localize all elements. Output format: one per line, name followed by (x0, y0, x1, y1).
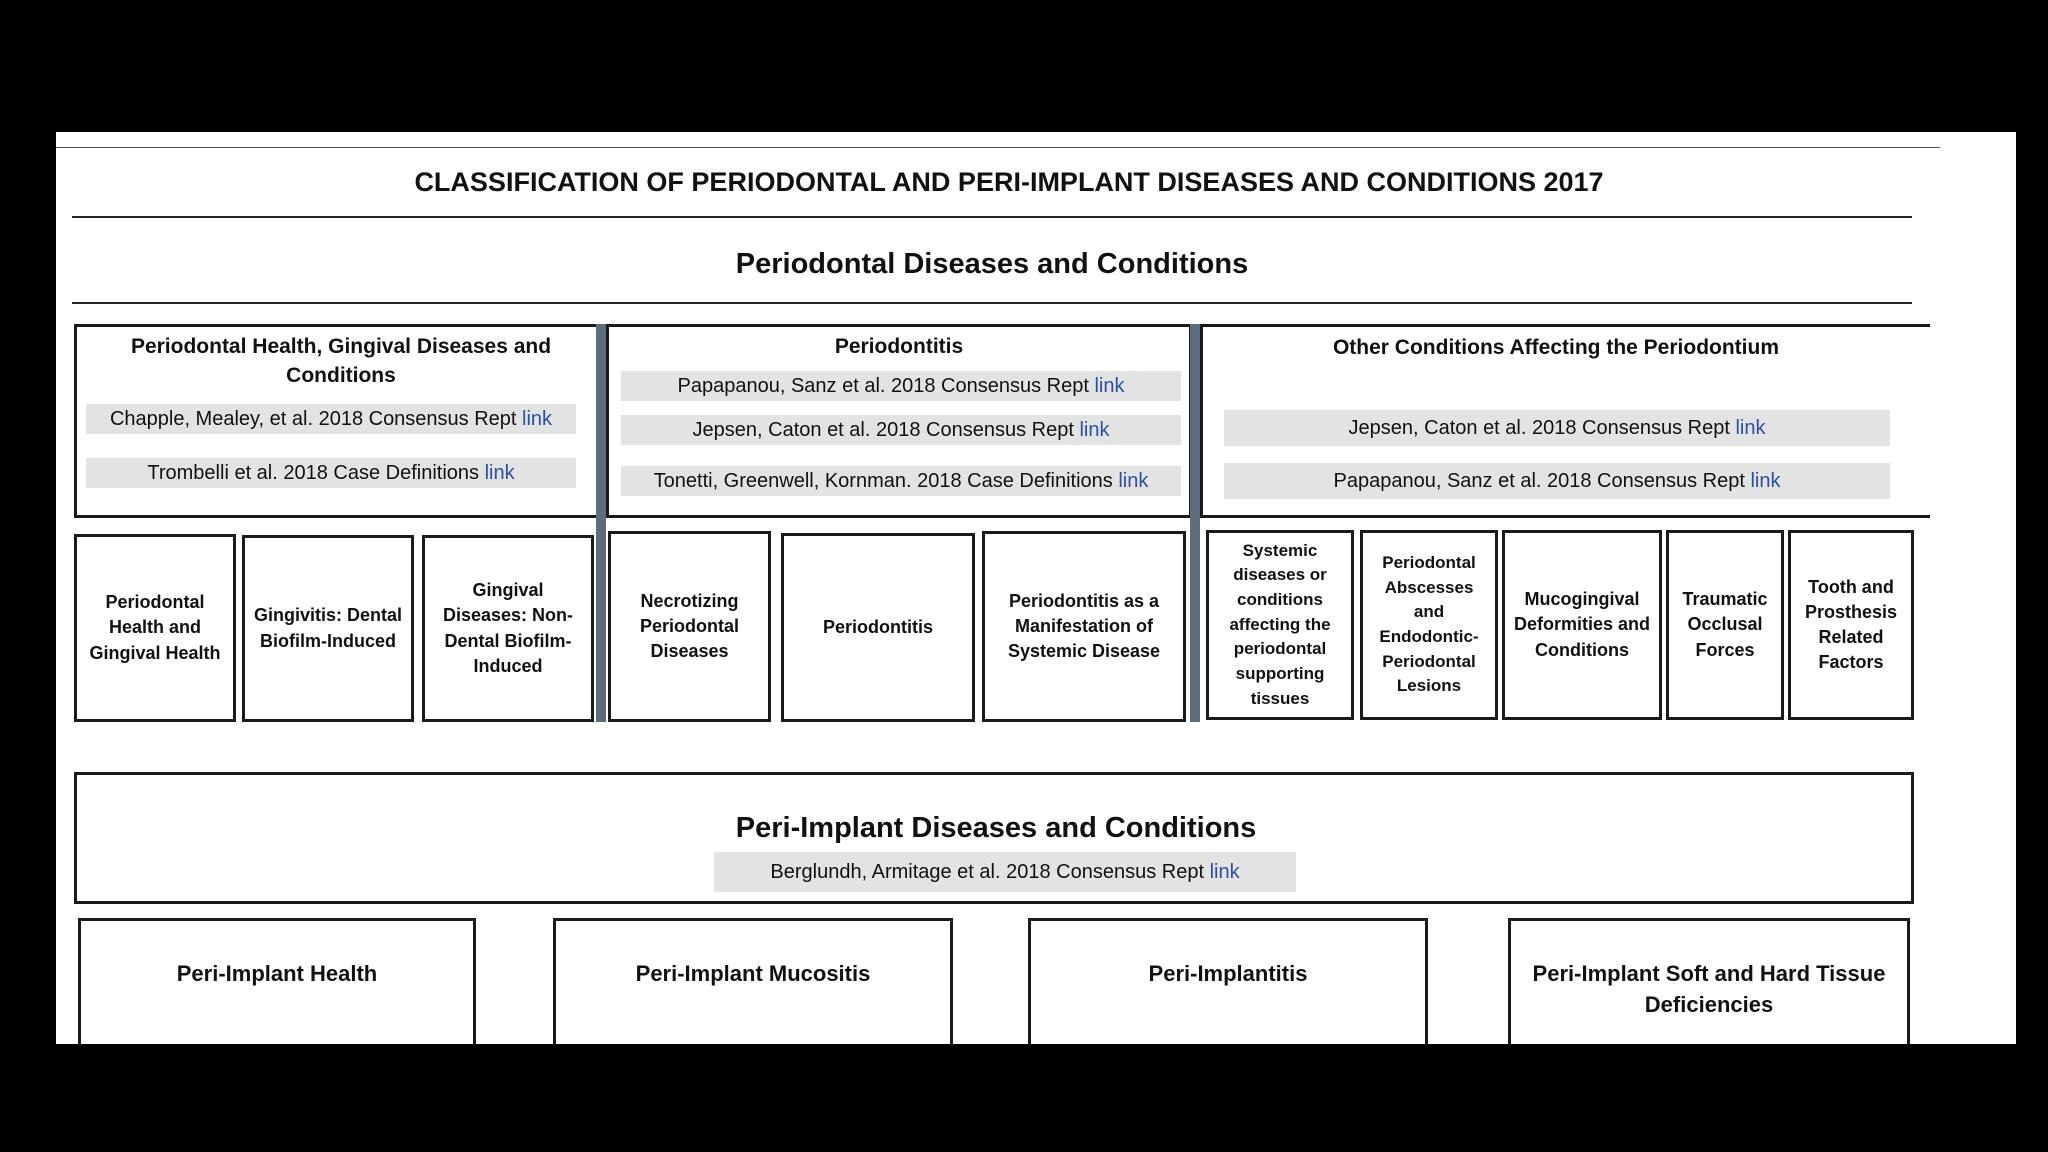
periodontal-section-title: Periodontal Diseases and Conditions (735, 248, 1249, 280)
group-separator (596, 324, 606, 722)
category-peri-implant-mucositis: Peri-Implant Mucositis (553, 918, 953, 1044)
main-title: CLASSIFICATION OF PERIODONTAL AND PERI-IMPLANT DISEASES AND CONDITIONS 2017 (414, 167, 1604, 197)
category-mucogingival: Mucogingival Deformities and Conditions (1502, 530, 1662, 720)
ref-link[interactable]: link (1209, 861, 1240, 883)
ref-link[interactable]: link (522, 408, 553, 430)
ref-chapple-mealey: Chapple, Mealey, et al. 2018 Consensus Rept link (86, 404, 576, 434)
category-gingivitis-biofilm: Gingivitis: Dental Biofilm-Induced (242, 535, 414, 722)
category-systemic-manifestation: Periodontitis as a Manifestation of Systemic Disease (982, 531, 1186, 722)
classification-chart (56, 132, 2016, 1044)
ref-link[interactable]: link (1735, 417, 1766, 439)
ref-jepsen-caton: Jepsen, Caton et al. 2018 Consensus Rept link (621, 415, 1181, 445)
ref-link[interactable]: link (1118, 470, 1149, 492)
top-rule (56, 147, 1940, 148)
ref-jepsen-caton: Jepsen, Caton et al. 2018 Consensus Rept link (1224, 410, 1890, 446)
group-header-periodontitis: Periodontitis (834, 335, 964, 358)
category-systemic-diseases: Systemic diseases or conditions affecting the periodontal supporting tissues (1206, 530, 1354, 720)
category-periodontal-health: Periodontal Health and Gingival Health (74, 534, 236, 722)
category-necrotizing: Necrotizing Periodontal Diseases (608, 531, 771, 722)
category-tooth-prosthesis: Tooth and Prosthesis Related Factors (1788, 530, 1914, 720)
peri-implant-section-title: Peri-Implant Diseases and Conditions (735, 812, 1257, 844)
category-periodontitis: Periodontitis (781, 533, 975, 722)
category-soft-hard-tissue-deficiencies: Peri-Implant Soft and Hard Tissue Deficiencies (1508, 918, 1910, 1044)
ref-papapanou-sanz: Papapanou, Sanz et al. 2018 Consensus Rept link (1224, 463, 1890, 499)
ref-link[interactable]: link (484, 462, 515, 484)
category-peri-implantitis: Peri-Implantitis (1028, 918, 1428, 1044)
category-traumatic-occlusal: Traumatic Occlusal Forces (1666, 530, 1784, 720)
group-header-other: Other Conditions Affecting the Periodontium (1332, 336, 1780, 359)
ref-tonetti-greenwell: Tonetti, Greenwell, Kornman. 2018 Case Definitions link (621, 466, 1181, 496)
category-gingival-non-biofilm: Gingival Diseases: Non-Dental Biofilm-Induced (422, 535, 594, 722)
ref-link[interactable]: link (1094, 375, 1125, 397)
ref-berglundh-armitage: Berglundh, Armitage et al. 2018 Consensus Rept link (714, 852, 1296, 892)
ref-trombelli: Trombelli et al. 2018 Case Definitions link (86, 458, 576, 488)
ref-papapanou-sanz: Papapanou, Sanz et al. 2018 Consensus Rept link (621, 371, 1181, 401)
ref-link[interactable]: link (1079, 419, 1110, 441)
ref-link[interactable]: link (1750, 470, 1781, 492)
category-peri-implant-health: Peri-Implant Health (78, 918, 476, 1044)
title-rule (72, 216, 1912, 218)
section-rule (72, 302, 1912, 304)
category-abscesses-endo-perio: Periodontal Abscesses and Endodontic-Periodontal Lesions (1360, 530, 1498, 720)
group-separator (1190, 324, 1200, 722)
group-header-health: Periodontal Health, Gingival Diseases and Conditions (130, 335, 552, 388)
